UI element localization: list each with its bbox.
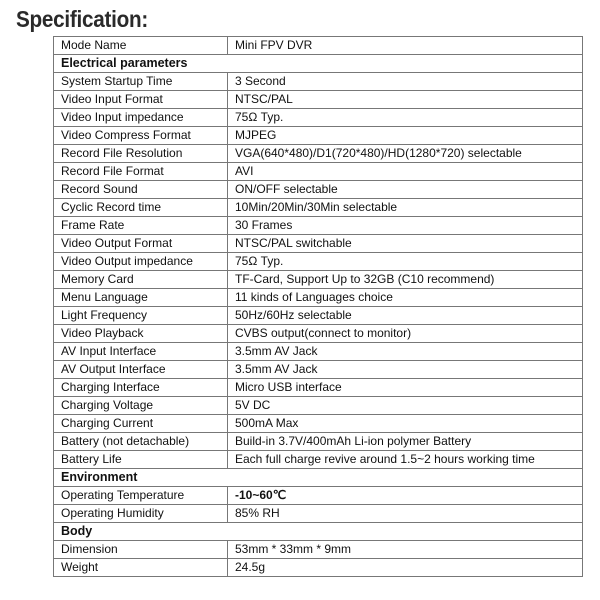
- spec-row: [54, 415, 583, 433]
- spec-label: Video Input Format: [54, 91, 228, 109]
- specification-table-body: [54, 37, 583, 577]
- spec-row: [54, 361, 583, 379]
- spec-value: VGA(640*480)/D1(720*480)/HD(1280*720) selectable: [228, 145, 583, 163]
- spec-label: Mode Name: [54, 37, 228, 55]
- spec-row: [54, 145, 583, 163]
- section-header-row: [54, 523, 583, 541]
- section-title: Environment: [54, 469, 583, 487]
- spec-label: Video Input impedance: [54, 109, 228, 127]
- spec-label: Frame Rate: [54, 217, 228, 235]
- spec-row: [54, 217, 583, 235]
- spec-value: NTSC/PAL: [228, 91, 583, 109]
- spec-label: Record File Resolution: [54, 145, 228, 163]
- spec-row: [54, 559, 583, 577]
- spec-label: Charging Voltage: [54, 397, 228, 415]
- spec-label: Weight: [54, 559, 228, 577]
- spec-label: Video Compress Format: [54, 127, 228, 145]
- spec-label: AV Input Interface: [54, 343, 228, 361]
- spec-label: Charging Interface: [54, 379, 228, 397]
- spec-row: [54, 127, 583, 145]
- spec-value: 30 Frames: [228, 217, 583, 235]
- spec-label: Record File Format: [54, 163, 228, 181]
- spec-value: Micro USB interface: [228, 379, 583, 397]
- spec-value: 11 kinds of Languages choice: [228, 289, 583, 307]
- spec-row: [54, 487, 583, 505]
- spec-label: System Startup Time: [54, 73, 228, 91]
- spec-value: -10~60℃: [228, 487, 583, 505]
- spec-value: Build-in 3.7V/400mAh Li-ion polymer Battery: [228, 433, 583, 451]
- spec-row: [54, 505, 583, 523]
- spec-value: AVI: [228, 163, 583, 181]
- spec-row: [54, 253, 583, 271]
- specification-table: [53, 36, 583, 577]
- spec-value: Each full charge revive around 1.5~2 hours working time: [228, 451, 583, 469]
- spec-label: Menu Language: [54, 289, 228, 307]
- section-title: Body: [54, 523, 583, 541]
- spec-label: Battery (not detachable): [54, 433, 228, 451]
- section-header-row: [54, 55, 583, 73]
- spec-row: [54, 73, 583, 91]
- spec-value: ON/OFF selectable: [228, 181, 583, 199]
- spec-row: [54, 235, 583, 253]
- spec-label: Light Frequency: [54, 307, 228, 325]
- spec-row: [54, 343, 583, 361]
- spec-value: TF-Card, Support Up to 32GB (C10 recommend): [228, 271, 583, 289]
- spec-label: Cyclic Record time: [54, 199, 228, 217]
- spec-row: [54, 91, 583, 109]
- spec-value: 10Min/20Min/30Min selectable: [228, 199, 583, 217]
- spec-value: MJPEG: [228, 127, 583, 145]
- spec-row: [54, 271, 583, 289]
- spec-label: AV Output Interface: [54, 361, 228, 379]
- spec-value: 75Ω Typ.: [228, 109, 583, 127]
- spec-label: Video Output impedance: [54, 253, 228, 271]
- spec-value: 500mA Max: [228, 415, 583, 433]
- spec-row: [54, 181, 583, 199]
- spec-row: [54, 109, 583, 127]
- spec-label: Video Output Format: [54, 235, 228, 253]
- spec-label: Operating Humidity: [54, 505, 228, 523]
- spec-label: Memory Card: [54, 271, 228, 289]
- spec-row: [54, 541, 583, 559]
- spec-value: CVBS output(connect to monitor): [228, 325, 583, 343]
- spec-value: 75Ω Typ.: [228, 253, 583, 271]
- spec-label: Dimension: [54, 541, 228, 559]
- spec-row: [54, 397, 583, 415]
- spec-label: Video Playback: [54, 325, 228, 343]
- spec-row: [54, 433, 583, 451]
- section-title: Electrical parameters: [54, 55, 583, 73]
- spec-row: [54, 163, 583, 181]
- spec-row: [54, 307, 583, 325]
- spec-value: 3 Second: [228, 73, 583, 91]
- spec-value: Mini FPV DVR: [228, 37, 583, 55]
- page-title: Specification:: [16, 6, 148, 32]
- spec-value: NTSC/PAL switchable: [228, 235, 583, 253]
- spec-label: Battery Life: [54, 451, 228, 469]
- spec-label: Charging Current: [54, 415, 228, 433]
- spec-value: 3.5mm AV Jack: [228, 361, 583, 379]
- spec-value: 53mm * 33mm * 9mm: [228, 541, 583, 559]
- section-header-row: [54, 469, 583, 487]
- spec-row: [54, 325, 583, 343]
- spec-value: 3.5mm AV Jack: [228, 343, 583, 361]
- spec-row: [54, 289, 583, 307]
- spec-row: [54, 37, 583, 55]
- spec-label: Operating Temperature: [54, 487, 228, 505]
- spec-value: 85% RH: [228, 505, 583, 523]
- spec-value: 5V DC: [228, 397, 583, 415]
- spec-row: [54, 379, 583, 397]
- spec-label: Record Sound: [54, 181, 228, 199]
- spec-row: [54, 199, 583, 217]
- spec-value: 50Hz/60Hz selectable: [228, 307, 583, 325]
- spec-value: 24.5g: [228, 559, 583, 577]
- spec-row: [54, 451, 583, 469]
